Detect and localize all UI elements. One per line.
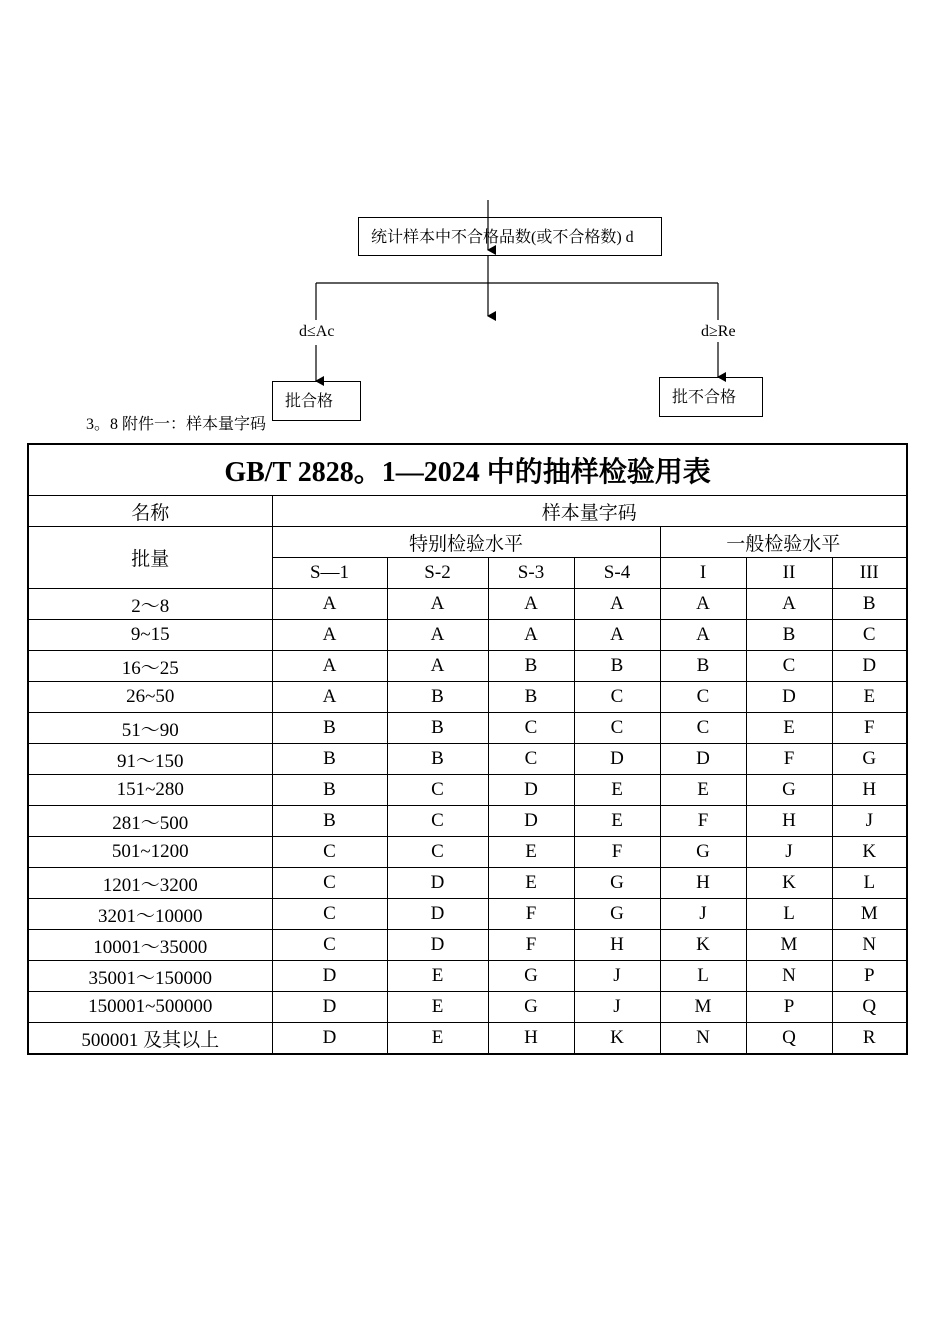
code-cell: R (832, 1023, 907, 1055)
code-cell: D (272, 961, 387, 992)
code-cell: L (746, 899, 832, 930)
code-cell: E (660, 775, 746, 806)
code-cell: E (387, 992, 488, 1023)
code-cell: A (272, 651, 387, 682)
lot-size-cell: 281～500 (28, 806, 272, 837)
code-cell: A (660, 620, 746, 651)
code-cell: B (488, 651, 574, 682)
code-cell: A (574, 620, 660, 651)
code-cell: M (832, 899, 907, 930)
code-cell: A (746, 589, 832, 620)
code-cell: E (387, 961, 488, 992)
code-cell: F (746, 744, 832, 775)
code-cell: E (387, 1023, 488, 1055)
code-cell: C (387, 837, 488, 868)
code-cell: F (574, 837, 660, 868)
sample-size-code-table (27, 443, 908, 1055)
level-header-cell: S-3 (488, 558, 574, 589)
lot-size-cell: 1201～3200 (28, 868, 272, 899)
code-cell: Q (746, 1023, 832, 1055)
count-box-label: 统计样本中不合格品数(或不合格数) d (371, 229, 634, 246)
code-cell: N (832, 930, 907, 961)
code-cell: B (746, 620, 832, 651)
code-cell: D (488, 775, 574, 806)
flowchart (0, 0, 950, 440)
code-cell: G (574, 868, 660, 899)
code-cell: G (574, 899, 660, 930)
code-cell: D (387, 930, 488, 961)
code-cell: A (574, 589, 660, 620)
code-cell: G (660, 837, 746, 868)
lot-size-cell: 501~1200 (28, 837, 272, 868)
code-cell: G (746, 775, 832, 806)
code-cell: C (660, 682, 746, 713)
code-cell: J (574, 992, 660, 1023)
code-cell: E (574, 806, 660, 837)
table-row (28, 868, 907, 899)
code-cell: A (272, 589, 387, 620)
code-cell: E (488, 837, 574, 868)
lot-size-cell: 151~280 (28, 775, 272, 806)
code-cell: E (746, 713, 832, 744)
code-cell: M (746, 930, 832, 961)
code-cell: A (272, 682, 387, 713)
code-cell: M (660, 992, 746, 1023)
level-header-cell: S—1 (272, 558, 387, 589)
code-cell: E (574, 775, 660, 806)
code-cell: F (488, 899, 574, 930)
code-cell: C (387, 806, 488, 837)
code-cell: F (660, 806, 746, 837)
table-title: GB/T 2828。1—2024 中的抽样检验用表 (28, 444, 907, 496)
code-cell: C (488, 744, 574, 775)
table-row (28, 899, 907, 930)
code-cell: C (272, 837, 387, 868)
lot-size-cell: 35001～150000 (28, 961, 272, 992)
code-cell: K (660, 930, 746, 961)
code-cell: C (660, 713, 746, 744)
code-cell: B (660, 651, 746, 682)
code-cell: B (387, 744, 488, 775)
code-cell: J (660, 899, 746, 930)
special-level-header: 特别检验水平 (272, 527, 660, 558)
code-cell: P (832, 961, 907, 992)
code-cell: H (660, 868, 746, 899)
code-cell: B (272, 713, 387, 744)
code-cell: G (488, 992, 574, 1023)
code-cell: F (832, 713, 907, 744)
lot-size-cell: 150001~500000 (28, 992, 272, 1023)
code-cell: K (832, 837, 907, 868)
code-cell: D (387, 899, 488, 930)
lot-size-cell: 3201～10000 (28, 899, 272, 930)
table-row (28, 961, 907, 992)
code-cell: L (832, 868, 907, 899)
table-row (28, 837, 907, 868)
code-cell: K (746, 868, 832, 899)
table-row (28, 775, 907, 806)
code-cell: C (746, 651, 832, 682)
code-cell: B (574, 651, 660, 682)
table-row (28, 651, 907, 682)
code-cell: J (832, 806, 907, 837)
lot-size-cell: 16～25 (28, 651, 272, 682)
general-level-header: 一般检验水平 (660, 527, 907, 558)
code-cell: A (488, 589, 574, 620)
table-row (28, 620, 907, 651)
code-cell: A (387, 651, 488, 682)
reject-box (659, 377, 763, 417)
table-row (28, 992, 907, 1023)
code-cell: C (272, 899, 387, 930)
code-cell: A (488, 620, 574, 651)
code-cell: D (574, 744, 660, 775)
accept-box-label: 批合格 (285, 393, 334, 410)
code-cell: Q (832, 992, 907, 1023)
code-cell: A (272, 620, 387, 651)
level-header-cell: III (832, 558, 907, 589)
code-cell: N (660, 1023, 746, 1055)
lot-size-cell: 91～150 (28, 744, 272, 775)
code-cell: C (387, 775, 488, 806)
code-cell: L (660, 961, 746, 992)
attachment-caption: 3。8 附件一：样本量字码 (86, 416, 267, 433)
code-cell: B (272, 775, 387, 806)
code-cell: B (387, 682, 488, 713)
count-box (358, 217, 662, 256)
code-cell: D (746, 682, 832, 713)
code-cell: D (832, 651, 907, 682)
reject-condition: d≥Re (701, 323, 736, 340)
code-cell: G (488, 961, 574, 992)
lot-size-header: 批量 (28, 527, 272, 589)
level-header-cell: S-2 (387, 558, 488, 589)
code-cell: D (272, 992, 387, 1023)
table-row (28, 930, 907, 961)
code-cell: D (387, 868, 488, 899)
code-cell: D (488, 806, 574, 837)
level-header-cell: II (746, 558, 832, 589)
code-cell: A (387, 589, 488, 620)
lot-size-cell: 500001 及其以上 (28, 1023, 272, 1055)
code-cell: C (272, 868, 387, 899)
table-row (28, 744, 907, 775)
code-cell: C (574, 682, 660, 713)
code-cell: D (272, 1023, 387, 1055)
code-cell: G (832, 744, 907, 775)
code-cell: B (272, 806, 387, 837)
code-cell: C (272, 930, 387, 961)
table-row (28, 806, 907, 837)
table-row (28, 589, 907, 620)
code-cell: C (574, 713, 660, 744)
lot-size-cell: 26~50 (28, 682, 272, 713)
code-cell: D (660, 744, 746, 775)
code-cell: A (387, 620, 488, 651)
code-cell: H (746, 806, 832, 837)
lot-size-cell: 9~15 (28, 620, 272, 651)
code-cell: J (746, 837, 832, 868)
code-cell: E (832, 682, 907, 713)
lot-size-cell: 2～8 (28, 589, 272, 620)
code-cell: P (746, 992, 832, 1023)
accept-box (272, 381, 361, 421)
sample-code-header: 样本量字码 (272, 496, 907, 527)
table-row (28, 713, 907, 744)
reject-box-label: 批不合格 (672, 389, 737, 406)
name-header: 名称 (28, 496, 272, 527)
code-cell: C (832, 620, 907, 651)
code-cell: B (387, 713, 488, 744)
table-row (28, 1023, 907, 1055)
accept-condition: d≤Ac (299, 323, 335, 340)
code-cell: H (832, 775, 907, 806)
code-cell: H (574, 930, 660, 961)
code-cell: F (488, 930, 574, 961)
code-cell: K (574, 1023, 660, 1055)
lot-size-cell: 10001～35000 (28, 930, 272, 961)
code-cell: J (574, 961, 660, 992)
code-cell: B (832, 589, 907, 620)
lot-size-cell: 51～90 (28, 713, 272, 744)
code-cell: N (746, 961, 832, 992)
code-cell: E (488, 868, 574, 899)
code-cell: B (272, 744, 387, 775)
code-cell: B (488, 682, 574, 713)
level-header-cell: I (660, 558, 746, 589)
level-header-cell: S-4 (574, 558, 660, 589)
table-row (28, 682, 907, 713)
code-cell: A (660, 589, 746, 620)
code-cell: H (488, 1023, 574, 1055)
code-cell: C (488, 713, 574, 744)
